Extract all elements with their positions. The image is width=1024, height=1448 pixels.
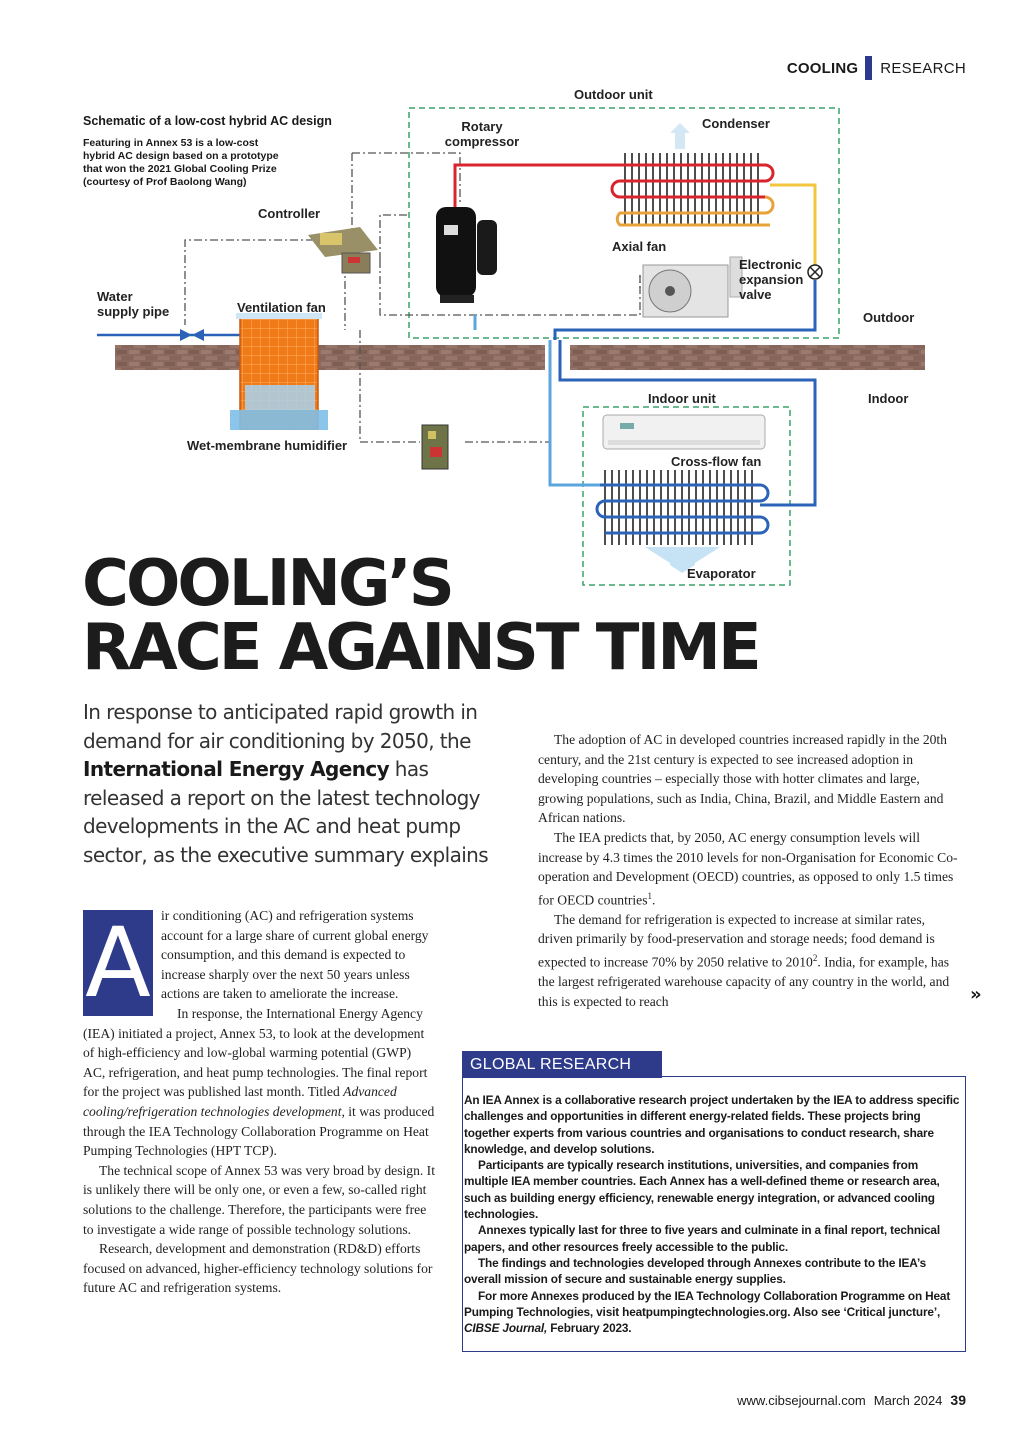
diagram-caption-title: Schematic of a low-cost hybrid AC design: [83, 114, 332, 128]
footnote-ref: 1: [647, 890, 652, 901]
box-paragraph: An IEA Annex is a collaborative research project undertaken by the IEA to address specific challenges and opportunities in different energy-related fields. These projects bring together experts from various countries and organisations to conduct research, share knowledge, and develop solutions.: [464, 1093, 960, 1156]
body-paragraph: [83, 1004, 435, 1161]
text-run: February 2023.: [547, 1321, 632, 1336]
body-paragraph: [538, 910, 958, 1012]
body-column-left: [83, 906, 435, 1298]
page-footer: [737, 1392, 966, 1408]
body-column-right: [538, 730, 958, 1011]
wall-right: [570, 345, 925, 370]
text-run: . India, for example, has the largest refrigerated warehouse capacity of any country in the world, and this is expected to reach: [538, 954, 950, 1009]
label-axial-fan: Axial fan: [612, 239, 667, 254]
section-header: [787, 56, 966, 80]
body-paragraph: ir conditioning (AC) and refrigeration systems account for a large share of current global energy consumption, and this demand is expected to increase sharply over the next 50 years unless actions are taken to ameliorate the increase.: [161, 908, 429, 1002]
box-paragraph: Annexes typically last for three to five years and culminate in a final report, technical papers, and other resources freely accessible to the public.: [464, 1223, 940, 1254]
footer-url[interactable]: www.cibsejournal.com: [737, 1393, 866, 1408]
label-outdoor: Outdoor: [863, 310, 915, 325]
headline-line-1: COOLING’S: [82, 547, 452, 621]
body-paragraph: [538, 828, 958, 910]
text-run: . Also see ‘Critical juncture’,: [787, 1304, 941, 1319]
text-run: The demand for refrigeration is expected to increase at similar rates, driven primarily by food-preservation and storage needs; food demand is expected to increase 70% by 2050 relative to 2010: [538, 911, 935, 970]
label-rotary-compressor: Rotary compressor: [444, 119, 520, 149]
label-ventilation-fan: Ventilation fan: [237, 300, 326, 315]
condenser-coil: [612, 153, 773, 225]
body-paragraph: The adoption of AC in developed countries increased rapidly in the 20th century, and the 21st century is expected to see increased adoption in developing countries – especially those with hotter climates and large, growing populations, such as India, China, Brazil, and Middle Eastern and African nations.: [538, 732, 947, 826]
section-label: COOLING: [786, 59, 859, 77]
header-divider: [865, 56, 872, 80]
body-paragraph: The technical scope of Annex 53 was very broad by design. It is unlikely there will be only one, or even a few, so-called right solutions to the challenge. Therefore, the participants were free to investigate a wide range of possible technology solutions.: [83, 1162, 435, 1237]
label-controller: Controller: [258, 206, 321, 221]
rotary-compressor-drawing: [436, 207, 497, 303]
footnote-ref: 2: [812, 953, 818, 964]
box-title: GLOBAL RESEARCH: [462, 1051, 662, 1078]
indoor-controller-drawing: [422, 425, 448, 469]
headline: [82, 547, 759, 685]
controller-board-drawing: [308, 227, 378, 273]
page-number: 39: [950, 1392, 966, 1408]
evaporator-coil: [597, 470, 768, 545]
hybrid-ac-schematic: [80, 85, 950, 595]
diagram-caption-body: Featuring in Annex 53 is a low-cost hybrid AC design based on a prototype that won the 2021 Global Cooling Prize (courtesy of Prof Baolong Wang): [83, 137, 279, 188]
indoor-ac-unit-drawing: [603, 415, 765, 449]
wall-left: [115, 345, 545, 370]
label-expansion-valve: Electronic expansion valve: [739, 257, 804, 302]
text-run: .: [651, 892, 656, 908]
global-research-text: [464, 1092, 960, 1336]
box-paragraph: The findings and technologies developed through Annexes contribute to the IEA’s overall mission of secure and sustainable energy supplies.: [464, 1255, 927, 1287]
text-run: The IEA predicts that, by 2050, AC energy consumption levels will increase by 4.3 times the 2010 levels for non-Organisation for Economic Co-operation and Development (OECD) countries, as opposed to only 1.5 times for OECD countries: [538, 829, 958, 908]
label-humidifier: Wet-membrane humidifier: [187, 438, 348, 453]
box-paragraph: Participants are typically research institutions, universities, and companies from multiple IEA member countries. Each Annex has a well-defined theme or research area, such as building energy efficiency, renewable energy integration, or advanced cooling technologies.: [464, 1158, 940, 1222]
journal-title: CIBSE Journal,: [464, 1321, 548, 1336]
humidifier-drawing: [230, 313, 328, 430]
standfirst-before: In response to anticipated rapid growth in demand for air conditioning by 2050, the: [83, 700, 478, 753]
label-crossflow-fan: Cross-flow fan: [671, 454, 762, 469]
website-link[interactable]: heatpumpingtechnologies.org: [622, 1304, 788, 1319]
continued-arrow-icon: »: [970, 984, 982, 1005]
label-condenser: Condenser: [702, 116, 770, 131]
text-run: , it was produced through the IEA Technology Collaboration Programme on Heat Pumping Technologies (HPT TCP).: [83, 1103, 435, 1159]
label-water-supply-pipe: Water supply pipe: [97, 289, 170, 319]
standfirst: [83, 698, 513, 869]
box-paragraph: [464, 1288, 960, 1337]
standfirst-after: has released a report on the latest technology developments in the AC and heat pump sector, as the executive summary explains: [83, 757, 489, 867]
label-indoor: Indoor: [868, 391, 909, 406]
text-run: In response, the International Energy Agency (IEA) initiated a project, Annex 53, to look at the development of high-efficiency and low-global warming potential (GWP) AC, refrigeration, and heat pump technologies. The final report for the project was published last month. Titled: [83, 1005, 428, 1100]
subsection-label: RESEARCH: [880, 59, 966, 77]
headline-line-2: RACE AGAINST TIME: [82, 611, 759, 685]
report-title: Advanced cooling/refrigeration technologies development: [83, 1084, 397, 1119]
drop-cap: A: [83, 910, 153, 1016]
label-indoor-unit: Indoor unit: [648, 391, 716, 406]
label-outdoor-unit: Outdoor unit: [574, 87, 653, 102]
label-evaporator: Evaporator: [687, 566, 756, 581]
standfirst-organisation: International Energy Agency: [83, 757, 390, 781]
footer-date: March 2024: [873, 1393, 943, 1408]
axial-fan-drawing: [643, 257, 742, 317]
text-run: For more Annexes produced by the IEA Technology Collaboration Programme on Heat Pumping Technologies, visit: [464, 1288, 951, 1319]
body-paragraph: Research, development and demonstration (RD&D) efforts focused on advanced, higher-efficiency technology solutions for future AC and refrigeration systems.: [83, 1241, 433, 1296]
